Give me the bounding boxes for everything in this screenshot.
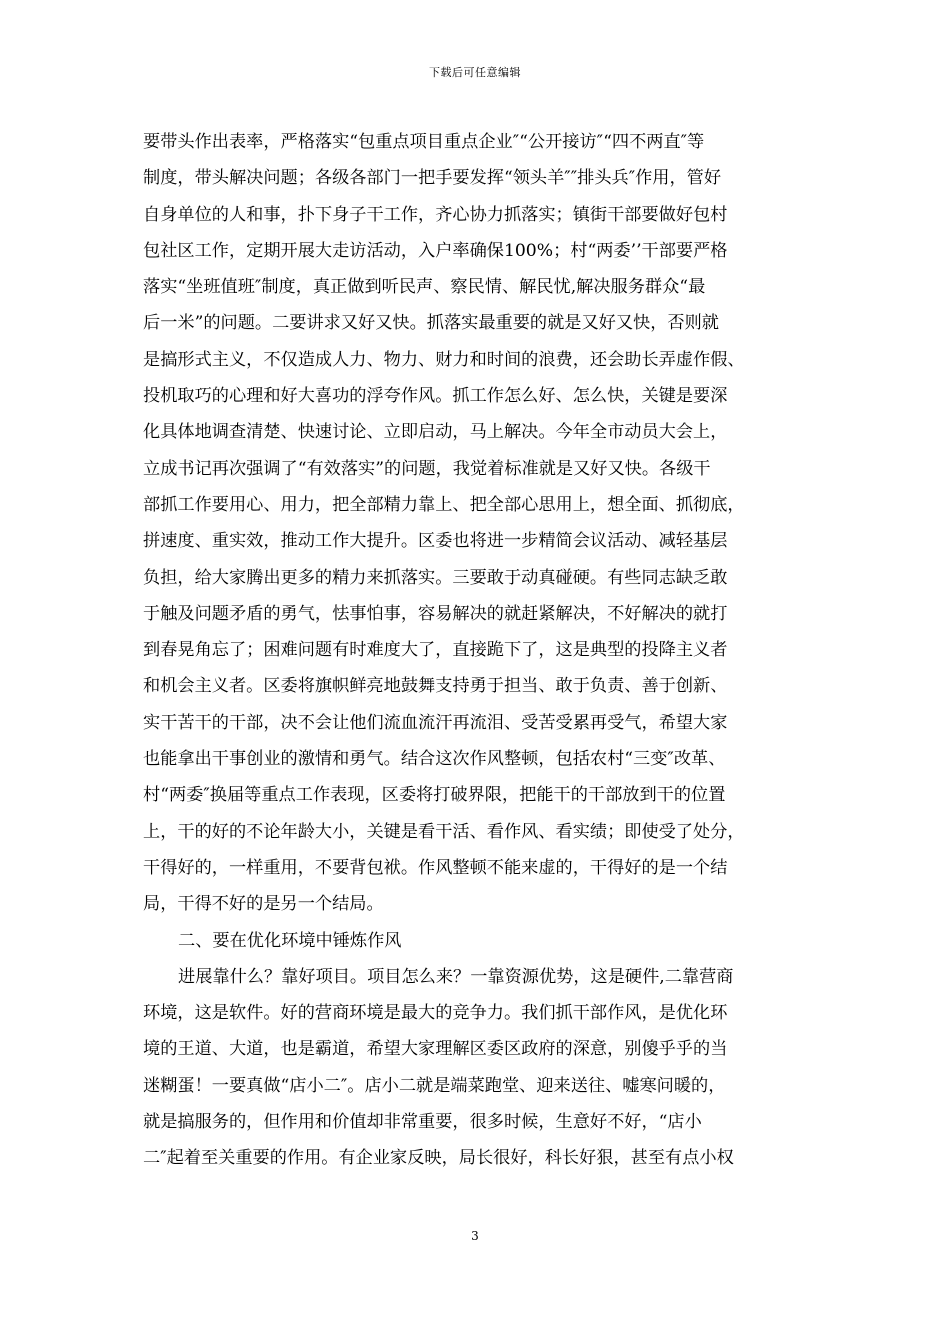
text-line: 负担，给大家腾出更多的精力来抓落实。三要敢于动真碰硬。有些同志缺乏敢	[143, 567, 728, 588]
text-line: 到春晃角忘了；困难问题有时难度大了，直接跪下了，这是典型的投降主义者	[143, 640, 728, 661]
text-line: 迷糊蛋！一要真做“店小二″。店小二就是端菜跑堂、迎来送往、嘘寒问暖的，	[143, 1075, 726, 1096]
text-line: 二″起着至关重要的作用。有企业家反映，局长很好，科长好狠，甚至有点小权	[143, 1148, 734, 1169]
text-line: 拼速度、重实效，推动工作大提升。区委也将进一步精简会议活动、减轻基层	[143, 531, 728, 552]
text-line: 局，干得不好的是另一个结局。	[143, 894, 384, 915]
text-line: 后一米”的问题。二要讲求又好又快。抓落实最重要的就是又好又快，否则就	[143, 313, 719, 334]
text-line: 于触及问题矛盾的勇气，怯事怕事，容易解决的就赶紧解决，不好解决的就打	[143, 603, 728, 624]
page-header: 下载后可任意编辑	[429, 66, 521, 79]
text-line: 要带头作出表率，严格落实“包重点项目重点企业″“公开接访″“四不两直″等	[143, 132, 705, 152]
text-line: 化具体地调查清楚、快速讨论、立即启动，马上解决。今年全市动员大会上，	[143, 422, 728, 443]
text-line: 上，干的好的不论年龄大小，关键是看干活、看作风、看实绩；即使受了处分，	[143, 821, 745, 842]
text-line: 立成书记再次强调了“有效落实”的问题，我觉着标准就是又好又快。各级干	[143, 458, 711, 479]
text-line: 环境，这是软件。好的营商环境是最大的竞争力。我们抓干部作风，是优化环	[143, 1003, 728, 1024]
text-line: 和机会主义者。区委将旗帜鲜亮地鼓舞支持勇于担当、敢于负责、善于创新、	[143, 676, 728, 697]
text-line: 是搞形式主义，不仅造成人力、物力、财力和时间的浪费，还会助长弄虚作假、	[143, 349, 745, 370]
text-line: 包社区工作，定期开展大走访活动，入户率确保100%；村“两委’’干部要严格	[143, 240, 728, 261]
text-line: 投机取巧的心理和好大喜功的浮夸作风。抓工作怎么好、怎么快，关键是要深	[143, 386, 728, 407]
text-line: 自身单位的人和事，扑下身子干工作，齐心协力抓落实；镇街干部要做好包村	[143, 204, 728, 225]
text-line: 部抓工作要用心、用力，把全部精力靠上、把全部心思用上，想全面、抓彻底，	[143, 494, 745, 515]
text-line: 落实“坐班值班″制度，真正做到听民声、察民情、解民忧,解决服务群众“最	[143, 277, 706, 298]
text-line: 也能拿出干事创业的激情和勇气。结合这次作风整顿，包括农村“三变″改革、	[143, 749, 726, 770]
page-number: 3	[471, 1229, 479, 1243]
text-line: 进展靠什么？靠好项目。项目怎么来？一靠资源优势，这是硬件,二靠营商	[178, 966, 734, 987]
section-heading: 二、要在优化环境中锤炼作风	[178, 930, 402, 951]
text-line: 实干苦干的干部，决不会让他们流血流汗再流泪、受苦受累再受气，希望大家	[143, 712, 728, 733]
text-line: 干得好的，一样重用，不要背包袱。作风整顿不能来虚的，干得好的是一个结	[143, 857, 728, 878]
text-line: 就是搞服务的，但作用和价值却非常重要，很多时候，生意好不好，“店小	[143, 1112, 702, 1133]
document-body	[143, 124, 819, 1177]
text-line: 境的王道、大道，也是霸道，希望大家理解区委区政府的深意，别傻乎乎的当	[143, 1039, 728, 1060]
text-line: 村“两委″换届等重点工作表现，区委将打破界限，把能干的干部放到干的位置	[143, 785, 726, 806]
text-line: 制度，带头解决问题；各级各部门一把手要发挥“领头羊″″排头兵″作用，管好	[143, 168, 722, 189]
